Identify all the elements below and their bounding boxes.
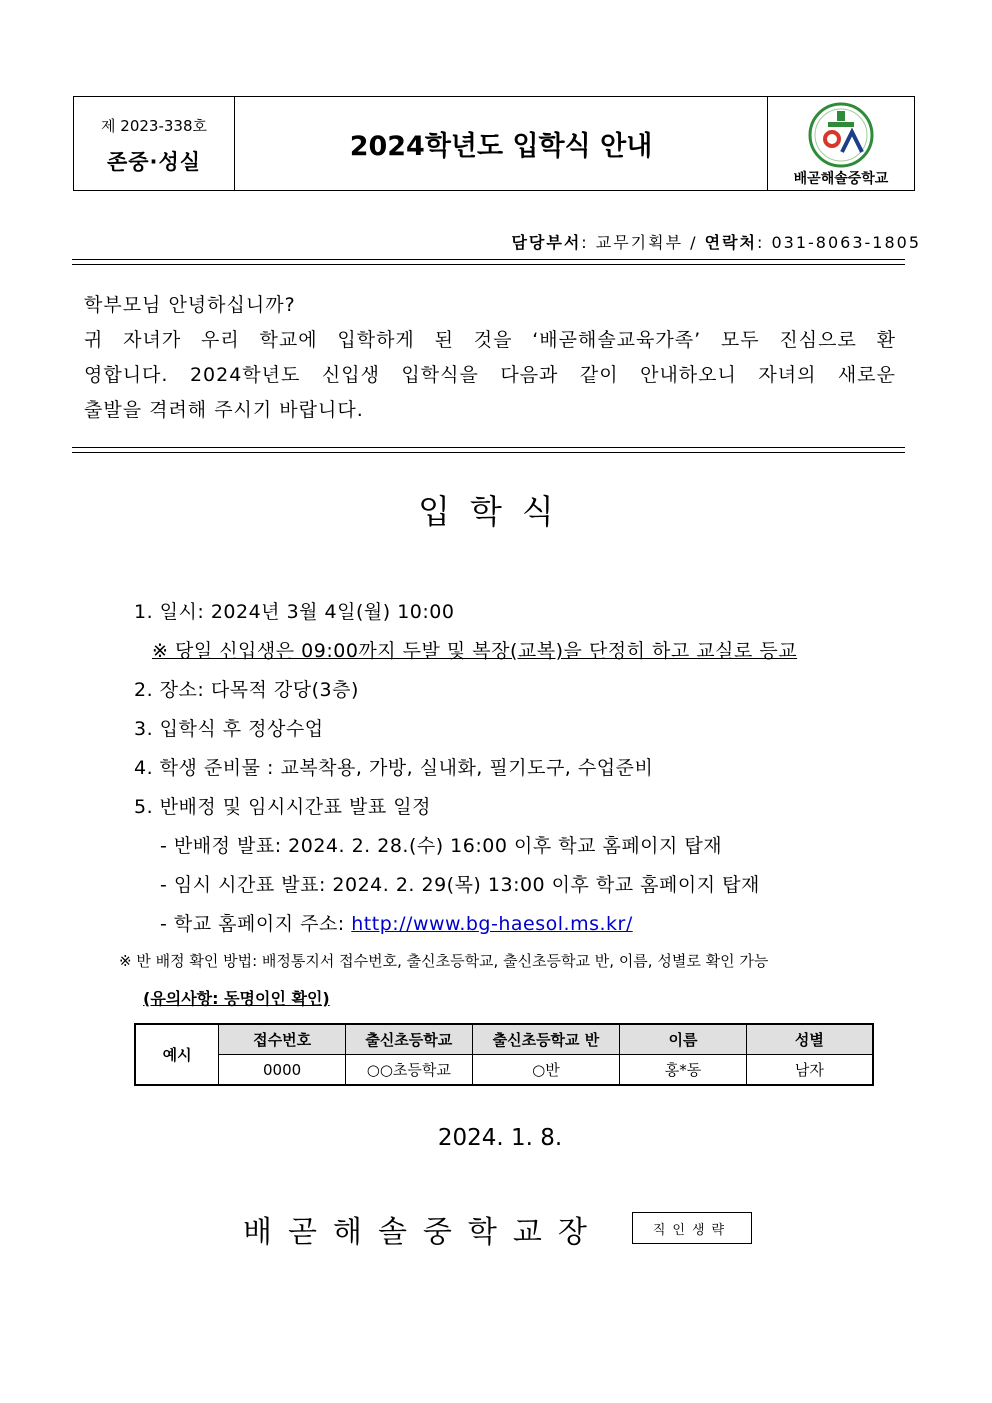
principal-signature: 배곧해솔중학교장 bbox=[243, 1215, 603, 1250]
item-list bbox=[134, 593, 797, 944]
example-table bbox=[134, 1023, 874, 1086]
table-cell: ○○초등학교 bbox=[345, 1055, 472, 1086]
list-item: - 반배정 발표: 2024. 2. 28.(수) 16:00 이후 학교 홈페이지 탑재 bbox=[160, 835, 723, 857]
greeting-paragraph bbox=[84, 288, 896, 428]
table-cell: ○반 bbox=[472, 1055, 620, 1086]
caution-note: (유의사항: 동명이인 확인) bbox=[143, 989, 330, 1008]
phone-label: 연락처 bbox=[704, 233, 757, 252]
table-header: 이름 bbox=[620, 1024, 747, 1055]
greeting-line-3: 영합니다. 2024학년도 신입생 입학식을 다음과 같이 안내하오니 자녀의 새로운 bbox=[84, 364, 896, 386]
greeting-line-4: 출발을 격려해 주시기 바랍니다. bbox=[84, 399, 364, 421]
school-logo-icon bbox=[808, 102, 874, 168]
greeting-line-1: 학부모님 안녕하십니까? bbox=[84, 294, 296, 316]
table-header: 출신초등학교 bbox=[345, 1024, 472, 1055]
list-item: 5. 반배정 및 임시시간표 발표 일정 bbox=[134, 796, 431, 818]
table-cell: 남자 bbox=[746, 1055, 873, 1086]
list-item: 4. 학생 준비물 : 교복착용, 가방, 실내화, 필기도구, 수업준비 bbox=[134, 757, 654, 779]
list-item: 3. 입학식 후 정상수업 bbox=[134, 718, 324, 740]
table-cell: 홍*동 bbox=[620, 1055, 747, 1086]
header-box bbox=[73, 96, 915, 191]
divider-bottom bbox=[72, 447, 905, 453]
greeting-line-2: 귀 자녀가 우리 학교에 입학하게 된 것을 ‘배곧해솔교육가족’ 모두 진심으로 환 bbox=[84, 329, 896, 351]
table-cell: 0000 bbox=[219, 1055, 346, 1086]
school-motto: 존중·성실 bbox=[106, 150, 202, 174]
phone-value: : 031-8063-1805 bbox=[757, 233, 921, 252]
list-item: 2. 장소: 다목적 강당(3층) bbox=[134, 679, 359, 701]
homepage-link[interactable]: http://www.bg-haesol.ms.kr/ bbox=[351, 913, 633, 935]
doc-number: 제 2023-338호 bbox=[101, 117, 207, 135]
homepage-label: - 학교 홈페이지 주소: bbox=[160, 913, 352, 935]
table-row bbox=[135, 1055, 873, 1086]
document-title: 2024학년도 입학식 안내 bbox=[349, 131, 653, 162]
department-label: 담당부서 bbox=[511, 233, 582, 252]
table-row bbox=[135, 1024, 873, 1055]
arrival-note: ※ 당일 신입생은 09:00까지 두발 및 복장(교복)을 단정히 하고 교실로 등교 bbox=[152, 640, 798, 662]
logo-school-name: 배곧해솔중학교 bbox=[793, 171, 889, 187]
list-item bbox=[134, 593, 797, 632]
document-date: 2024. 1. 8. bbox=[437, 1125, 563, 1151]
section-title: 입학식 bbox=[418, 492, 574, 531]
table-header: 출신초등학교 반 bbox=[472, 1024, 620, 1055]
table-header: 접수번호 bbox=[219, 1024, 346, 1055]
item-1-label: 1. 일시: bbox=[134, 601, 211, 623]
list-item bbox=[134, 905, 797, 944]
contact-line bbox=[511, 230, 921, 253]
example-label: 예시 bbox=[135, 1024, 219, 1085]
list-item: - 임시 시간표 발표: 2024. 2. 29(목) 13:00 이후 학교 홈페이지 탑재 bbox=[160, 874, 760, 896]
department-value: : 교무기획부 / bbox=[581, 233, 705, 252]
header-right-cell bbox=[767, 97, 914, 190]
seal-omitted-box: 직인생략 bbox=[632, 1212, 752, 1244]
item-1-value: 2024년 3월 4일(월) 10:00 bbox=[210, 601, 455, 623]
header-left-cell bbox=[74, 97, 235, 190]
divider-top bbox=[72, 259, 905, 265]
table-header: 성별 bbox=[746, 1024, 873, 1055]
class-check-note: ※ 반 배정 확인 방법: 배정통지서 접수번호, 출신초등학교, 출신초등학교 반, 이름, 성별로 확인 가능 bbox=[119, 952, 769, 970]
